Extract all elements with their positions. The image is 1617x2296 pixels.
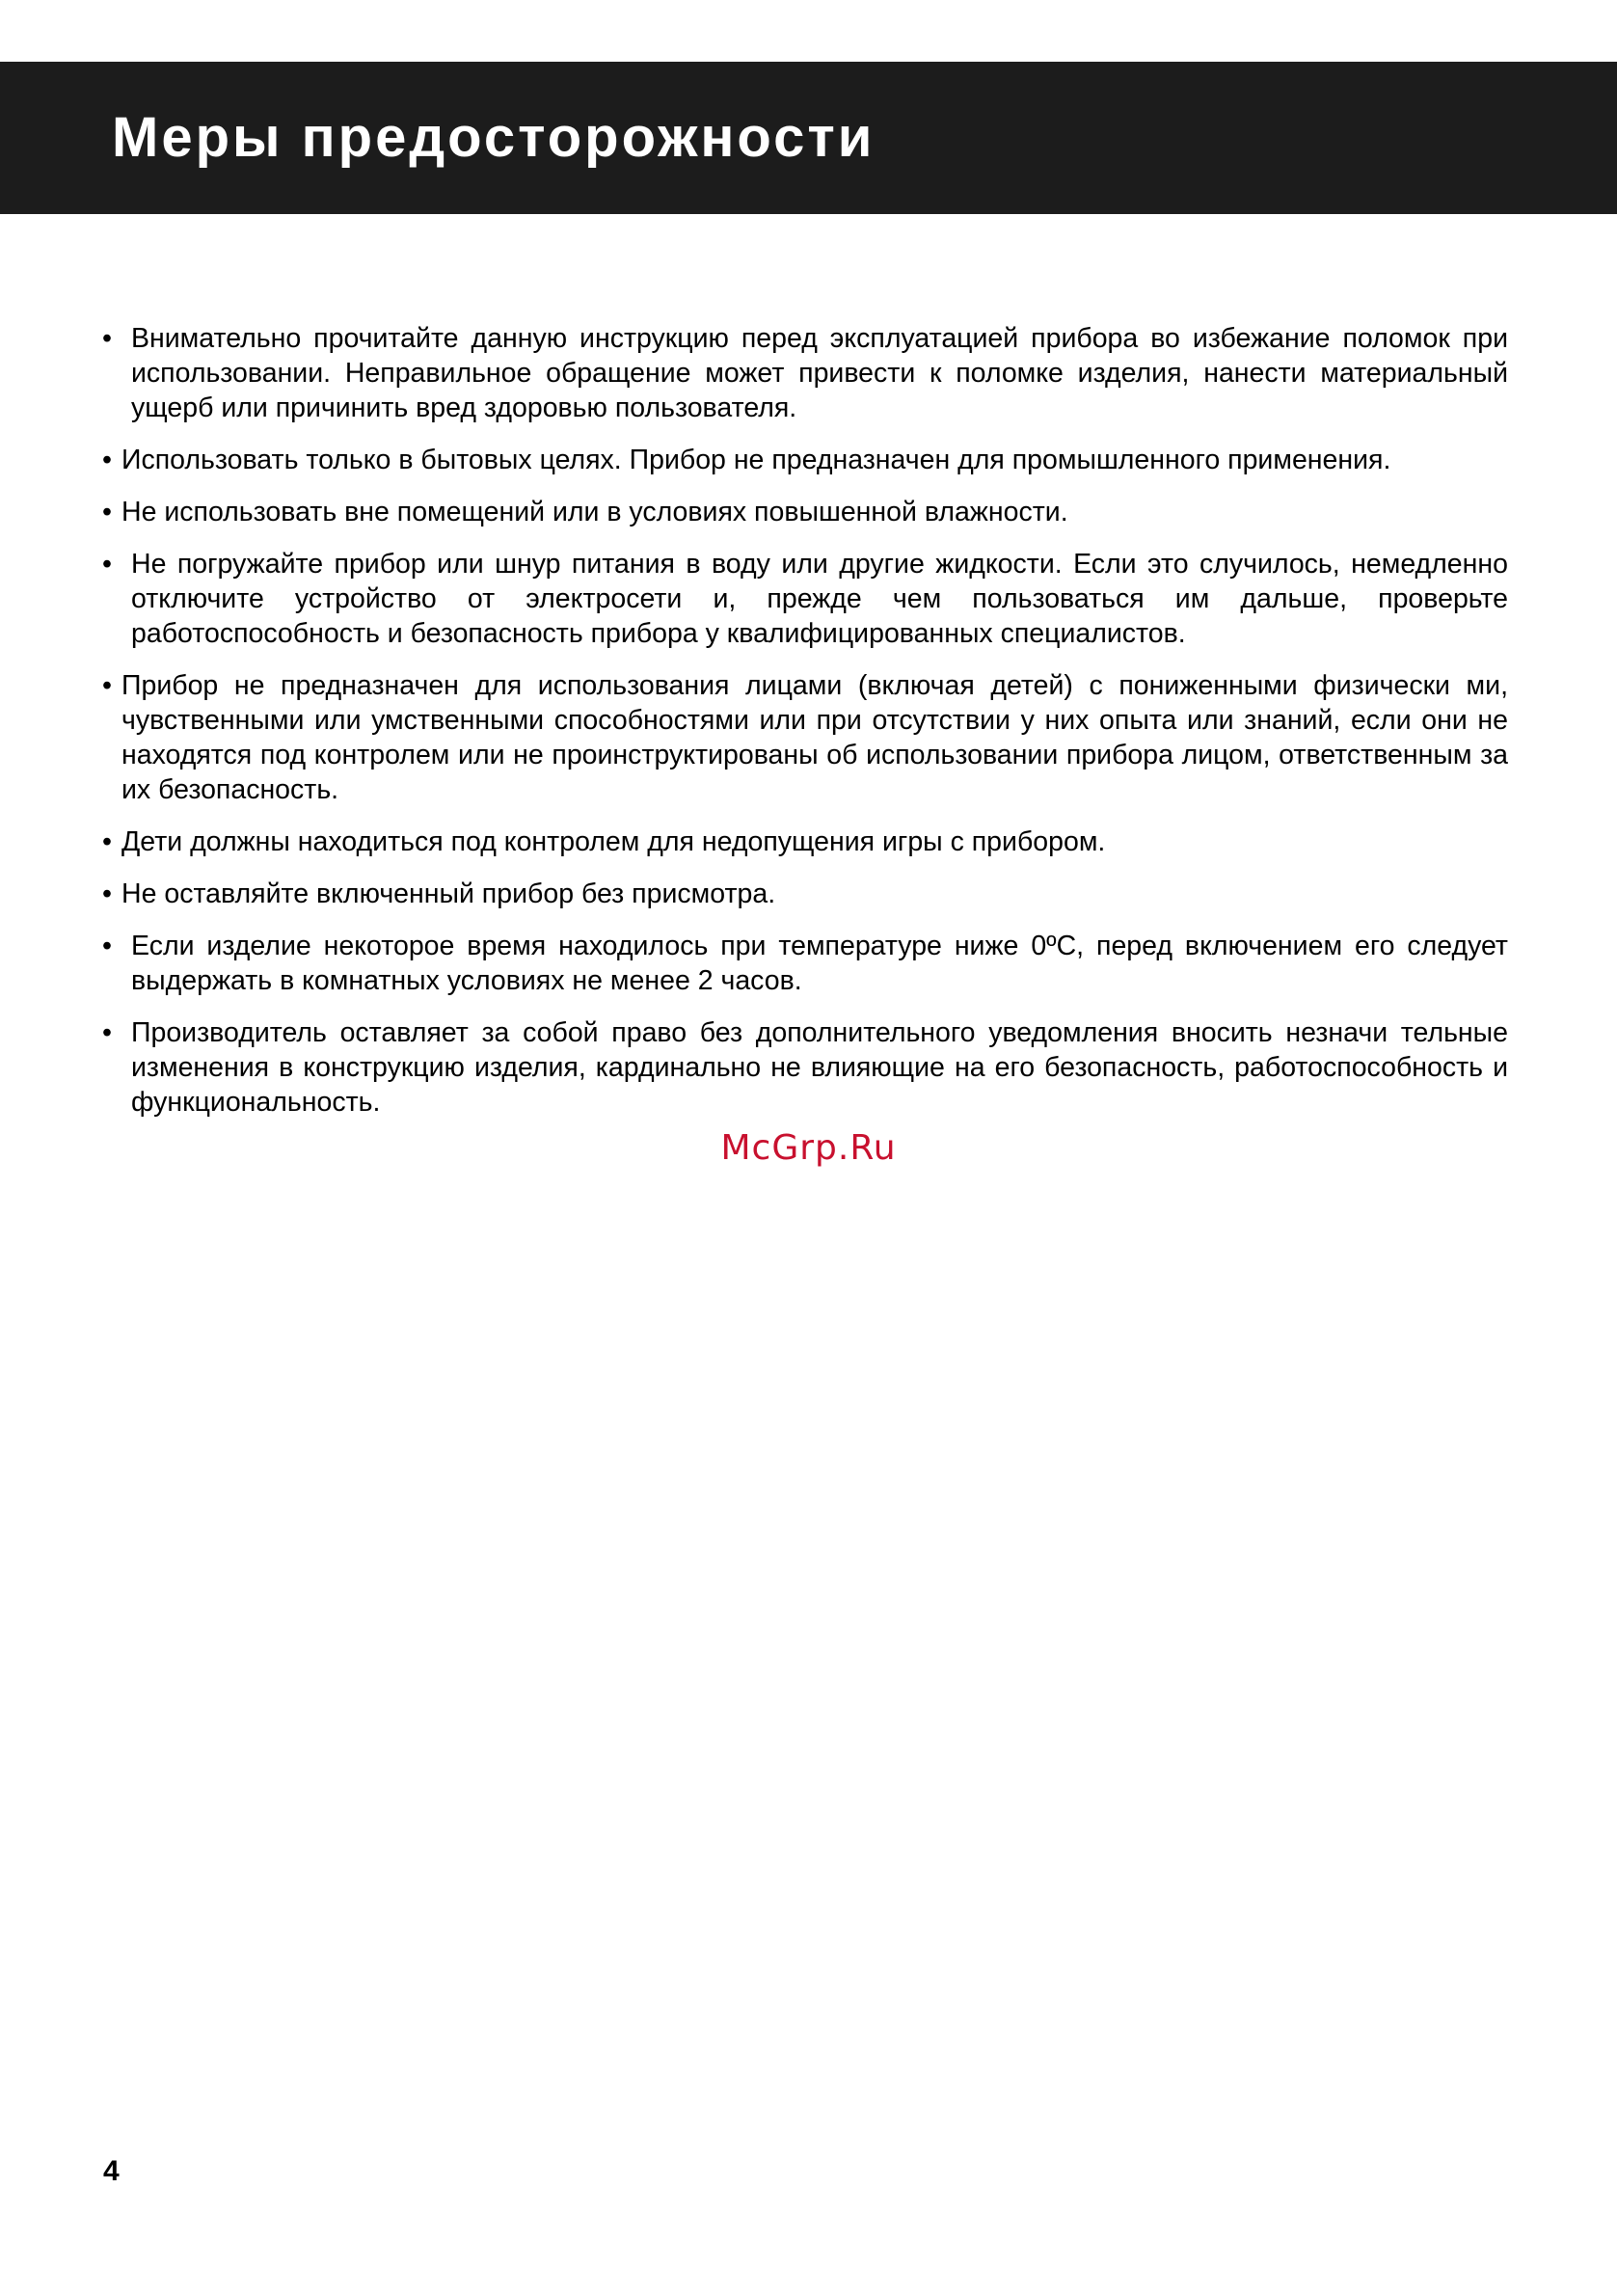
page-title: Меры предосторожности: [112, 106, 876, 169]
list-item-text: Использовать только в бытовых целях. Прибор не предназначен для промышленного применения.: [121, 445, 1391, 475]
list-item-text: Не использовать вне помещений или в условиях повышенной влажности.: [121, 497, 1068, 527]
bullet: •: [102, 931, 112, 961]
list-item: [102, 1015, 1508, 1120]
list-item-text: Внимательно прочитайте данную инструкцию перед эксплуатацией прибора во избежание поломок при использовании. Неправильное обращение может привести к поломке изделия, нанести материальный ущерб или причинить вред здоровью пользователя.: [131, 323, 1508, 423]
bullet: •: [102, 323, 112, 354]
bullet: •: [102, 497, 112, 527]
list-item: [102, 547, 1508, 651]
list-item: [102, 929, 1508, 998]
bullet: •: [102, 1017, 112, 1048]
watermark: McGrp.Ru: [720, 1128, 897, 1168]
bullet: •: [102, 670, 112, 701]
bullet: •: [102, 878, 112, 909]
list-item-text: Производитель оставляет за собой право без дополнительного уведомления вносить незначи тельные изменения в конструкцию изделия, кардинально не влияющие на его безопасность, работоспособность и функциональность.: [131, 1017, 1508, 1118]
list-item: [102, 495, 1508, 529]
title-bar: [0, 62, 1617, 214]
list-item-text: Не оставляйте включенный прибор без присмотра.: [121, 878, 776, 909]
list-item: [102, 824, 1508, 859]
list-item: [102, 321, 1508, 425]
list-item: [102, 877, 1508, 911]
precautions-list: [102, 321, 1508, 1137]
bullet: •: [102, 826, 112, 857]
list-item: [102, 443, 1508, 477]
list-item-text: Прибор не предназначен для использования лицами (включая детей) с пониженными физически ми, чувственными или умственными способностями или при отсутствии у них опыта или знаний, если они не находятся под контролем или не проинструктированы об использовании прибора лицом, ответственным за их безопасность.: [121, 670, 1508, 805]
list-item-text: Дети должны находиться под контролем для недопущения игры с прибором.: [121, 826, 1106, 857]
list-item: [102, 668, 1508, 807]
page-number: 4: [103, 2155, 120, 2187]
list-item-text: Не погружайте прибор или шнур питания в воду или другие жидкости. Если это случилось, немедленно отключите устройство от электросети и, прежде чем пользоваться им дальше, проверьте работоспособность и безопасность прибора у квалифицированных специалистов.: [131, 549, 1508, 649]
list-item-text: Если изделие некоторое время находилось при температуре ниже 0ºC, перед включением его следует выдержать в комнатных условиях не менее 2 часов.: [131, 931, 1508, 996]
bullet: •: [102, 549, 112, 580]
bullet: •: [102, 445, 112, 475]
